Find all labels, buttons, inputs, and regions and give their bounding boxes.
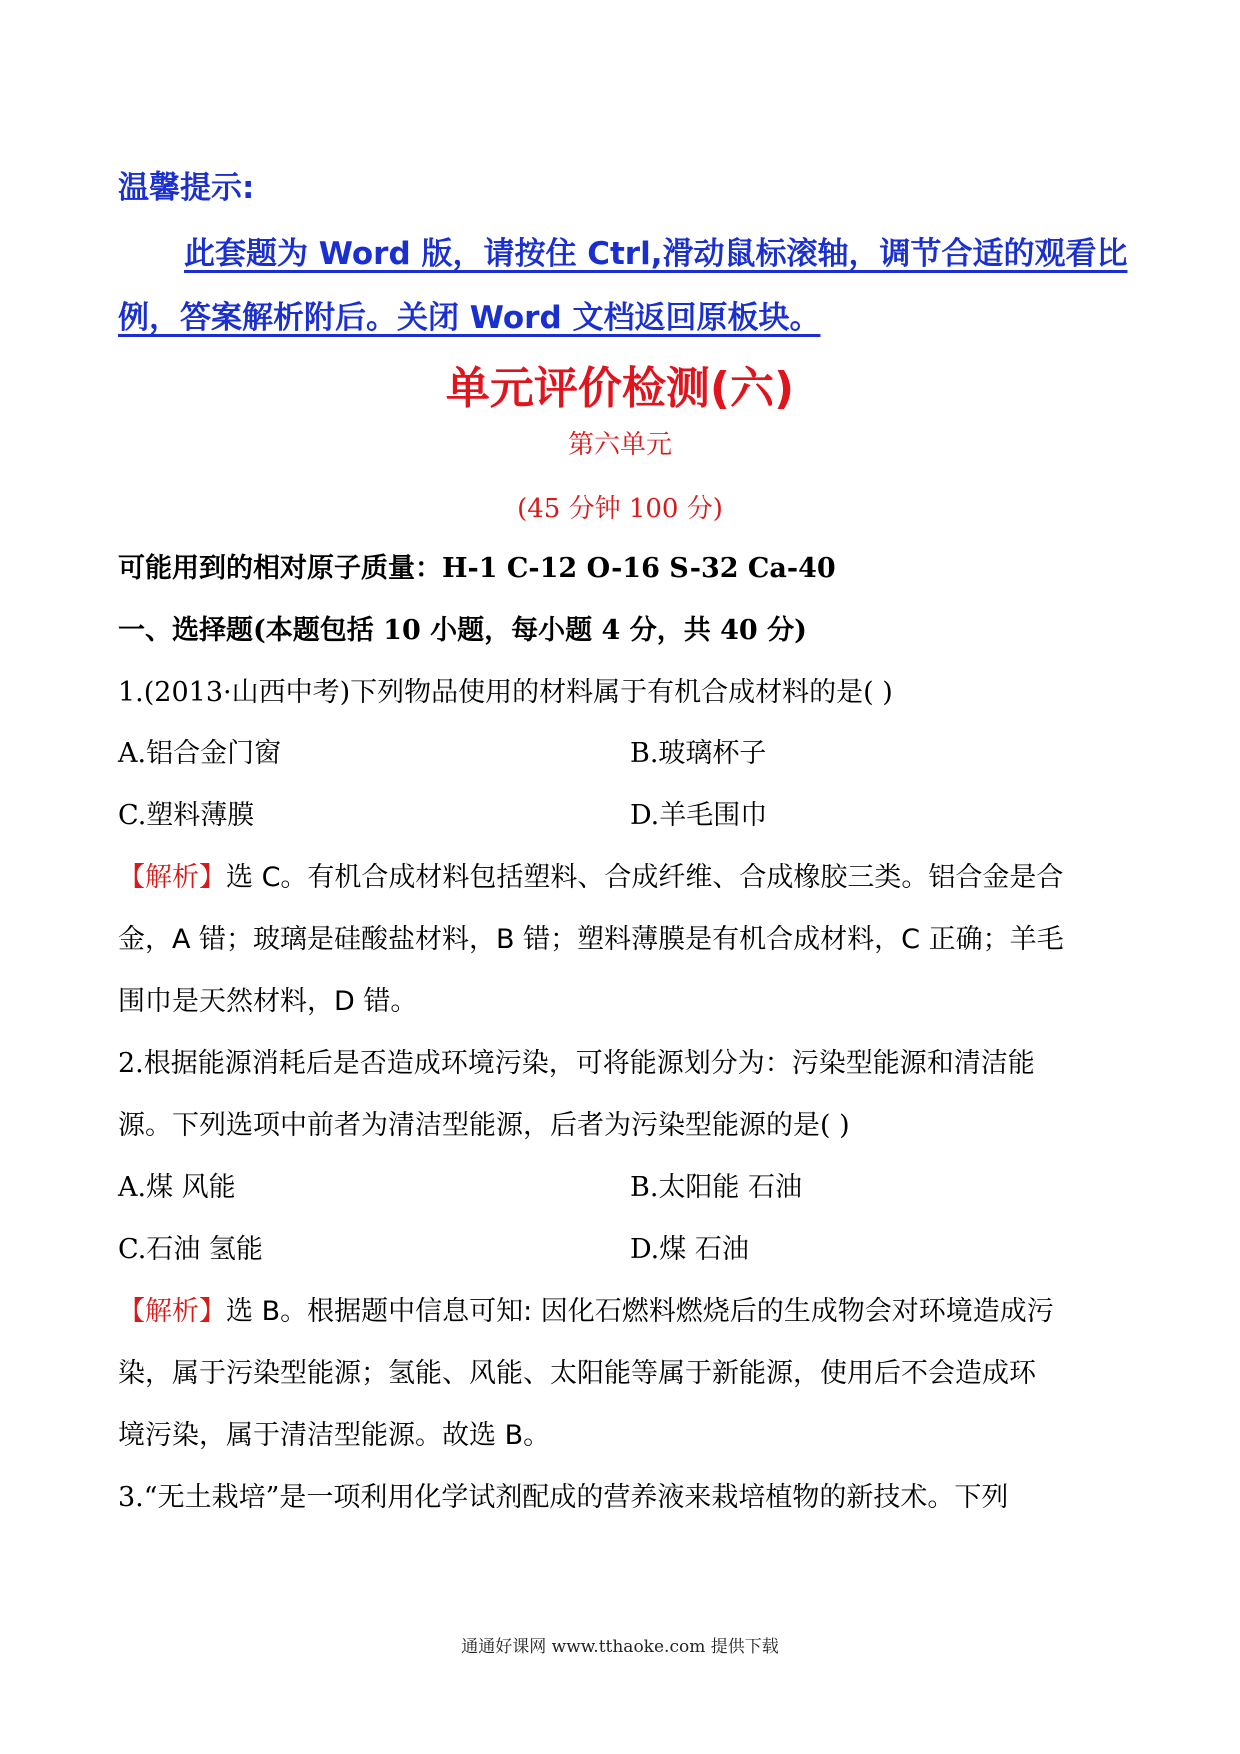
- analysis-text: 选 C。有机合成材料包括塑料、合成纤维、合成橡胶三类。铝合金是合: [226, 862, 1064, 893]
- question-2-stem-line-1: 2.根据能源消耗后是否造成环境污染，可将能源划分为：污染型能源和清洁能: [118, 1048, 1035, 1079]
- question-2-stem-line-2: 源。下列选项中前者为清洁型能源，后者为污染型能源的是( ): [118, 1110, 850, 1141]
- exam-duration: (45 分钟 100 分): [517, 494, 723, 524]
- question-2-options-row-1: [118, 1168, 1128, 1208]
- option-b: B.太阳能 石油: [630, 1172, 803, 1203]
- option-b: B.玻璃杯子: [630, 738, 767, 769]
- option-c: C.石油 氢能: [118, 1234, 263, 1265]
- question-1-analysis-line-2: 金，A 错；玻璃是硅酸盐材料，B 错；塑料薄膜是有机合成材料，C 正确；羊毛: [118, 924, 1064, 955]
- atomic-mass-line: 可能用到的相对原子质量：H-1 C-12 O-16 S-32 Ca-40: [118, 553, 836, 584]
- option-c: C.塑料薄膜: [118, 800, 255, 831]
- analysis-tag: 【解析】: [118, 1296, 226, 1327]
- question-1-options-row-1: [118, 734, 1128, 774]
- question-1-analysis-line-3: 围巾是天然材料，D 错。: [118, 986, 418, 1017]
- tip-body: 此套题为 Word 版，请按住 Ctrl,滑动鼠标滚轴，调节合适的观看比例，答案解析附后。关闭 Word 文档返回原板块。: [118, 236, 1128, 336]
- question-2-options-row-2: [118, 1230, 1128, 1270]
- question-2-analysis-line-3: 境污染，属于清洁型能源。故选 B。: [118, 1420, 551, 1451]
- analysis-tag: 【解析】: [118, 862, 226, 893]
- option-d: D.羊毛围巾: [630, 800, 768, 831]
- question-2-analysis-line-1: [118, 1292, 1128, 1332]
- question-1-stem: 1.(2013·山西中考)下列物品使用的材料属于有机合成材料的是( ): [118, 677, 893, 708]
- option-a: A.煤 风能: [118, 1172, 236, 1203]
- analysis-text: 选 B。根据题中信息可知: 因化石燃料燃烧后的生成物会对环境造成污: [226, 1296, 1054, 1327]
- question-1-options-row-2: [118, 796, 1128, 836]
- tip-title: 温馨提示:: [118, 170, 255, 206]
- question-2-analysis-line-2: 染，属于污染型能源；氢能、风能、太阳能等属于新能源，使用后不会造成环: [118, 1358, 1036, 1389]
- page-title: 单元评价检测(六): [445, 363, 795, 414]
- section-heading: 一、选择题(本题包括 10 小题，每小题 4 分，共 40 分): [118, 615, 807, 646]
- page-footer: 通通好课网 www.tthaoke.com 提供下载: [461, 1637, 779, 1657]
- question-1-analysis-line-1: [118, 858, 1128, 898]
- option-a: A.铝合金门窗: [118, 738, 282, 769]
- question-3-stem: 3.“无土栽培”是一项利用化学试剂配成的营养液来栽培植物的新技术。下列: [118, 1482, 1009, 1513]
- option-d: D.煤 石油: [630, 1234, 749, 1265]
- unit-subtitle: 第六单元: [567, 430, 672, 460]
